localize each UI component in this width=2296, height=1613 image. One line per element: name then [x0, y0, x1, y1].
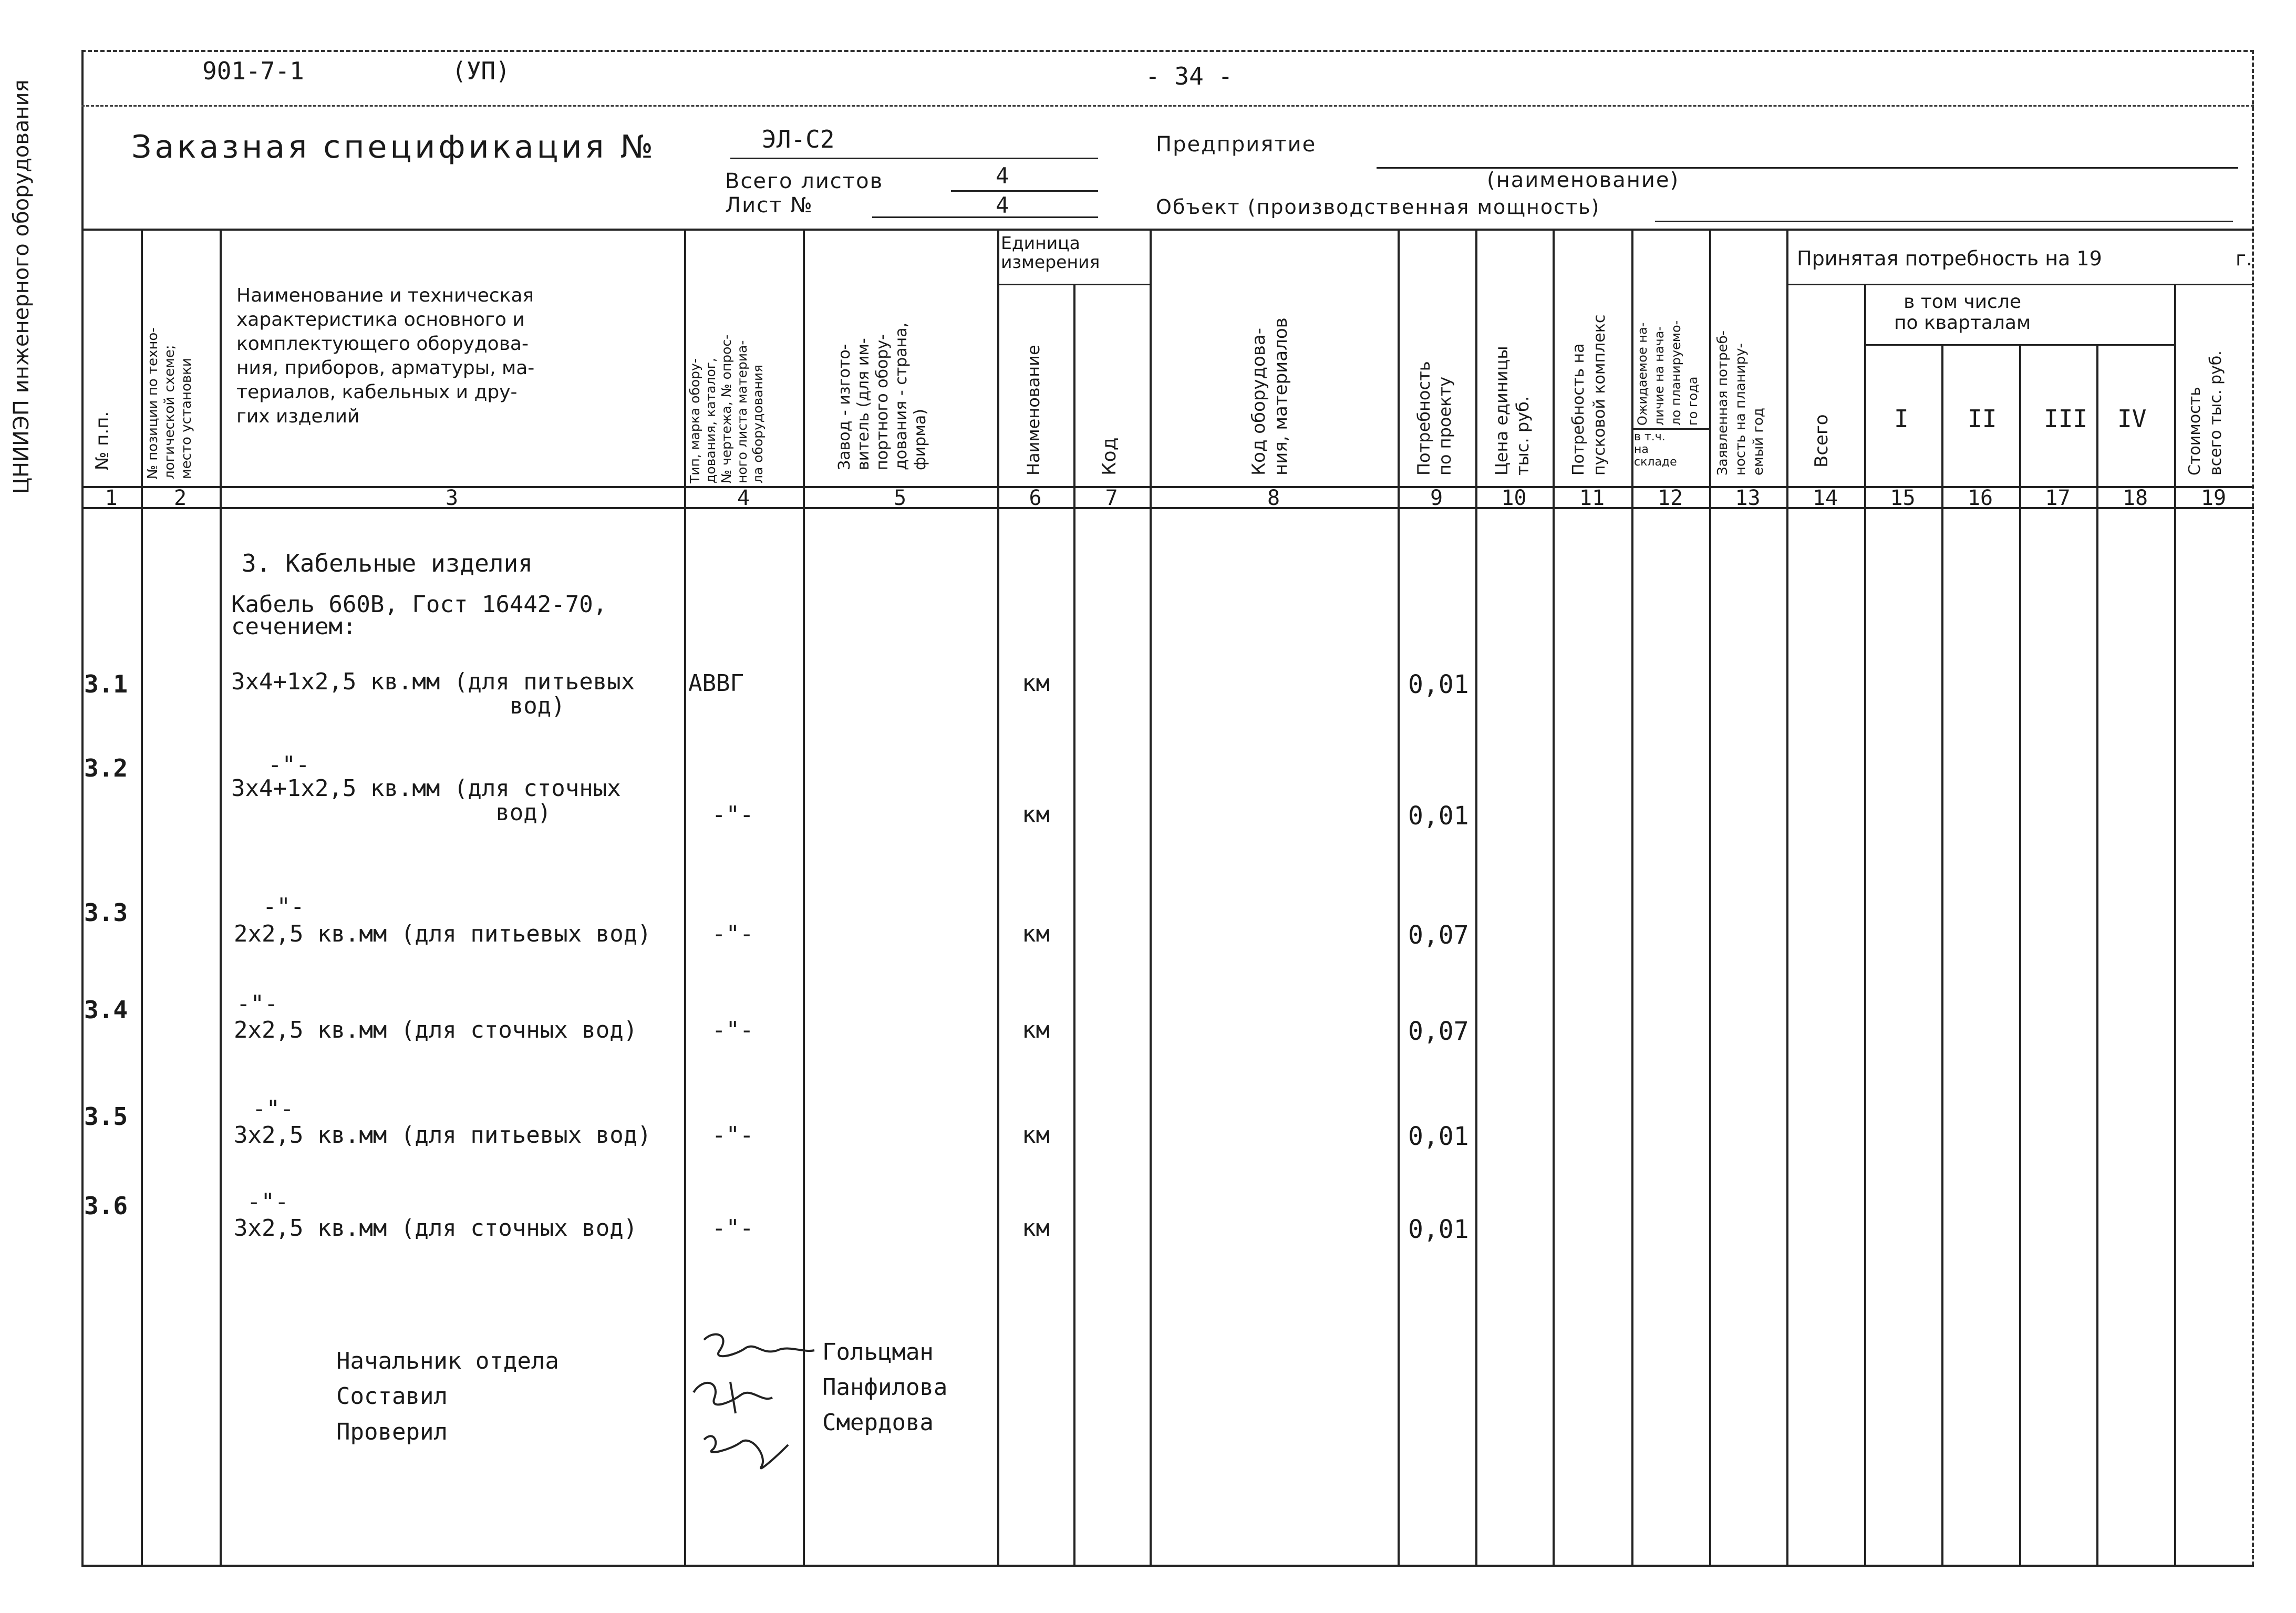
row-quantity: 0,01	[1408, 670, 1469, 699]
col-number-13: 13	[1735, 486, 1761, 510]
col-line-7	[1150, 229, 1152, 1566]
accepted-group-suffix: г.	[2236, 247, 2253, 270]
col-number-17: 17	[2045, 486, 2071, 510]
col-number-12: 12	[1657, 486, 1683, 510]
cable-intro: Кабель 660В, Гост 16442-70, сечением:	[231, 591, 607, 640]
name-caption: (наименование)	[1487, 168, 1680, 192]
row-quantity: 0,07	[1408, 921, 1469, 950]
col-number-8: 8	[1267, 486, 1280, 510]
accepted-group-header: Принятая потребность на 19	[1797, 247, 2102, 270]
row-type: -"-	[712, 1215, 754, 1242]
col-number-19: 19	[2200, 486, 2227, 510]
handwritten-signatures	[683, 1319, 820, 1476]
doc-code: 901-7-1	[202, 57, 304, 85]
row-unit: км	[1022, 1215, 1050, 1242]
col-header-15: I	[1894, 405, 1909, 433]
col-number-6: 6	[1029, 486, 1042, 510]
object-label: Объект (производственная мощность)	[1156, 195, 1600, 219]
total-sheets-value: 4	[996, 163, 1009, 189]
col-line-16	[2019, 344, 2021, 1566]
row-number: 3.2	[84, 754, 128, 782]
row-ditto: -"-	[247, 1188, 289, 1215]
section-title: 3. Кабельные изделия	[242, 549, 533, 577]
col-line-13	[1786, 229, 1788, 1566]
row-ditto: -"-	[252, 1095, 294, 1122]
col-number-11: 11	[1579, 486, 1605, 510]
col-header-14: Всего	[1811, 414, 1832, 468]
col-number-2: 2	[173, 486, 187, 510]
col-number-1: 1	[105, 486, 118, 510]
col-header-4: Тип, марка обору- дования, каталог, № чертежа, № опрос- ного листа материа- ла оборудования	[687, 334, 766, 483]
quarter-group-header: в том числе по кварталам	[1894, 291, 2031, 334]
col-header-3: Наименование и техническая характеристика основного и комплектующего оборудова- ния, приборов, арматуры, ма- териалов, кабельных и дру- гих изделий	[236, 285, 535, 427]
col-line-12	[1709, 229, 1711, 1566]
row-description: 2х2,5 кв.мм (для сточных вод)	[234, 1017, 638, 1043]
row-description: 3х2,5 кв.мм (для сточных вод)	[234, 1215, 638, 1242]
col-header-9: Потребность по проекту	[1414, 361, 1455, 475]
col-number-3: 3	[445, 486, 459, 510]
col-header-12-sub: в т.ч. на складе	[1634, 430, 1677, 469]
unit-group-line	[997, 284, 1150, 285]
col-number-7: 7	[1105, 486, 1118, 510]
row-unit: км	[1022, 1122, 1050, 1149]
row-quantity: 0,01	[1408, 1122, 1469, 1151]
side-organization-label: ЦНИИЭП инженерного оборудования	[9, 79, 34, 494]
col-number-15: 15	[1890, 486, 1916, 510]
col-number-14: 14	[1812, 486, 1838, 510]
signature-name-2: Панфилова	[822, 1374, 948, 1401]
bottom-border	[81, 1565, 2254, 1567]
col-header-13: Заявленная потреб- ность на планиру- емый год	[1715, 330, 1766, 475]
col-header-7: Код	[1099, 437, 1120, 475]
col-header-16: II	[1968, 405, 1997, 433]
col-line-5	[997, 229, 999, 1566]
col-line-15	[1941, 344, 1943, 1566]
spec-number: ЭЛ-С2	[762, 125, 835, 153]
col-line-1	[141, 229, 143, 1566]
row-description: 2х2,5 кв.мм (для питьевых вод)	[234, 921, 651, 947]
left-border	[81, 50, 84, 1566]
row-unit: км	[1022, 801, 1050, 828]
row-description: 3х4+1х2,5 кв.мм (для сточных вод)	[231, 775, 621, 826]
in-stock-line	[1631, 428, 1709, 430]
col-line-8	[1398, 229, 1400, 1566]
row-number: 3.5	[84, 1102, 128, 1131]
col-number-4: 4	[737, 486, 750, 510]
col-header-1: № п.п.	[92, 411, 113, 470]
object-underline	[1655, 221, 2233, 222]
col-header-2: № позиции по техно- логической схеме; место установки	[145, 327, 194, 479]
col-line-9	[1475, 229, 1477, 1566]
row-number: 3.1	[84, 670, 128, 698]
row-description: 3х4+1х2,5 кв.мм (для питьевых вод)	[231, 668, 635, 719]
row-unit: км	[1022, 921, 1050, 947]
col-number-10: 10	[1501, 486, 1527, 510]
row-ditto: -"-	[268, 751, 310, 778]
row-type: -"-	[712, 921, 754, 947]
row-unit: км	[1022, 1017, 1050, 1043]
signature-role-compiled: Составил	[336, 1383, 448, 1410]
row-type: -"-	[712, 1017, 754, 1043]
signature-role-checked: Проверил	[336, 1419, 448, 1445]
spec-number-underline	[730, 158, 1098, 159]
col-header-11: Потребность на пусковой комплекс	[1569, 314, 1609, 475]
signature-role-head: Начальник отдела	[336, 1348, 559, 1374]
sheet-value: 4	[996, 192, 1009, 218]
header-divider	[81, 105, 2254, 107]
total-sheets-label: Всего листов	[725, 169, 884, 193]
album-code: (УП)	[452, 57, 510, 85]
row-type: АВВГ	[688, 670, 744, 697]
row-ditto: -"-	[263, 893, 305, 920]
col-header-17: III	[2044, 405, 2088, 433]
row-number: 3.4	[84, 996, 128, 1024]
signature-name-3: Смердова	[822, 1409, 934, 1436]
col-line-17	[2096, 344, 2098, 1566]
signature-name-1: Гольцман	[822, 1339, 934, 1366]
col-header-12: Ожидаемое на- личие на нача- ло планируемо- го года	[1635, 320, 1700, 426]
col-header-6: Наименование	[1023, 345, 1043, 475]
row-quantity: 0,01	[1408, 801, 1469, 831]
page-number: - 34 -	[1145, 62, 1233, 90]
row-type: -"-	[712, 801, 754, 828]
unit-group-header: Единица измерения	[1001, 233, 1100, 272]
row-ditto: -"-	[236, 990, 278, 1017]
col-line-6	[1073, 284, 1075, 1566]
col-header-8: Код оборудова- ния, материалов	[1248, 317, 1291, 475]
col-header-10: Цена единицы тыс. руб.	[1492, 346, 1533, 475]
col-number-16: 16	[1967, 486, 1993, 510]
col-number-5: 5	[893, 486, 907, 510]
col-line-10	[1553, 229, 1555, 1566]
right-border	[2252, 50, 2254, 1566]
sheet-underline	[872, 216, 1098, 218]
row-quantity: 0,01	[1408, 1215, 1469, 1244]
table-top-line	[81, 229, 2254, 231]
row-quantity: 0,07	[1408, 1017, 1469, 1046]
col-header-19: Стоимость всего тыс. руб.	[2186, 350, 2225, 475]
row-unit: км	[1022, 670, 1050, 697]
col-number-9: 9	[1430, 486, 1443, 510]
row-description: 3х2,5 кв.мм (для питьевых вод)	[234, 1122, 651, 1149]
col-line-2	[220, 229, 222, 1566]
spec-title: Заказная спецификация №	[131, 129, 656, 166]
enterprise-label: Предприятие	[1156, 132, 1317, 157]
accepted-group-line	[1786, 284, 2254, 285]
row-number: 3.3	[84, 898, 128, 927]
col-header-5: Завод - изгото- витель (для им- портного обору- дования - страна, фирма)	[835, 322, 929, 470]
top-border	[81, 50, 2254, 52]
total-sheets-underline	[951, 190, 1098, 192]
col-header-18: IV	[2117, 405, 2147, 433]
col-line-18	[2174, 284, 2176, 1566]
col-number-18: 18	[2122, 486, 2148, 510]
row-type: -"-	[712, 1122, 754, 1149]
row-number: 3.6	[84, 1192, 128, 1220]
col-line-14	[1864, 284, 1866, 1566]
sheet-label: Лист №	[725, 193, 813, 218]
quarter-group-line	[1864, 344, 2174, 346]
